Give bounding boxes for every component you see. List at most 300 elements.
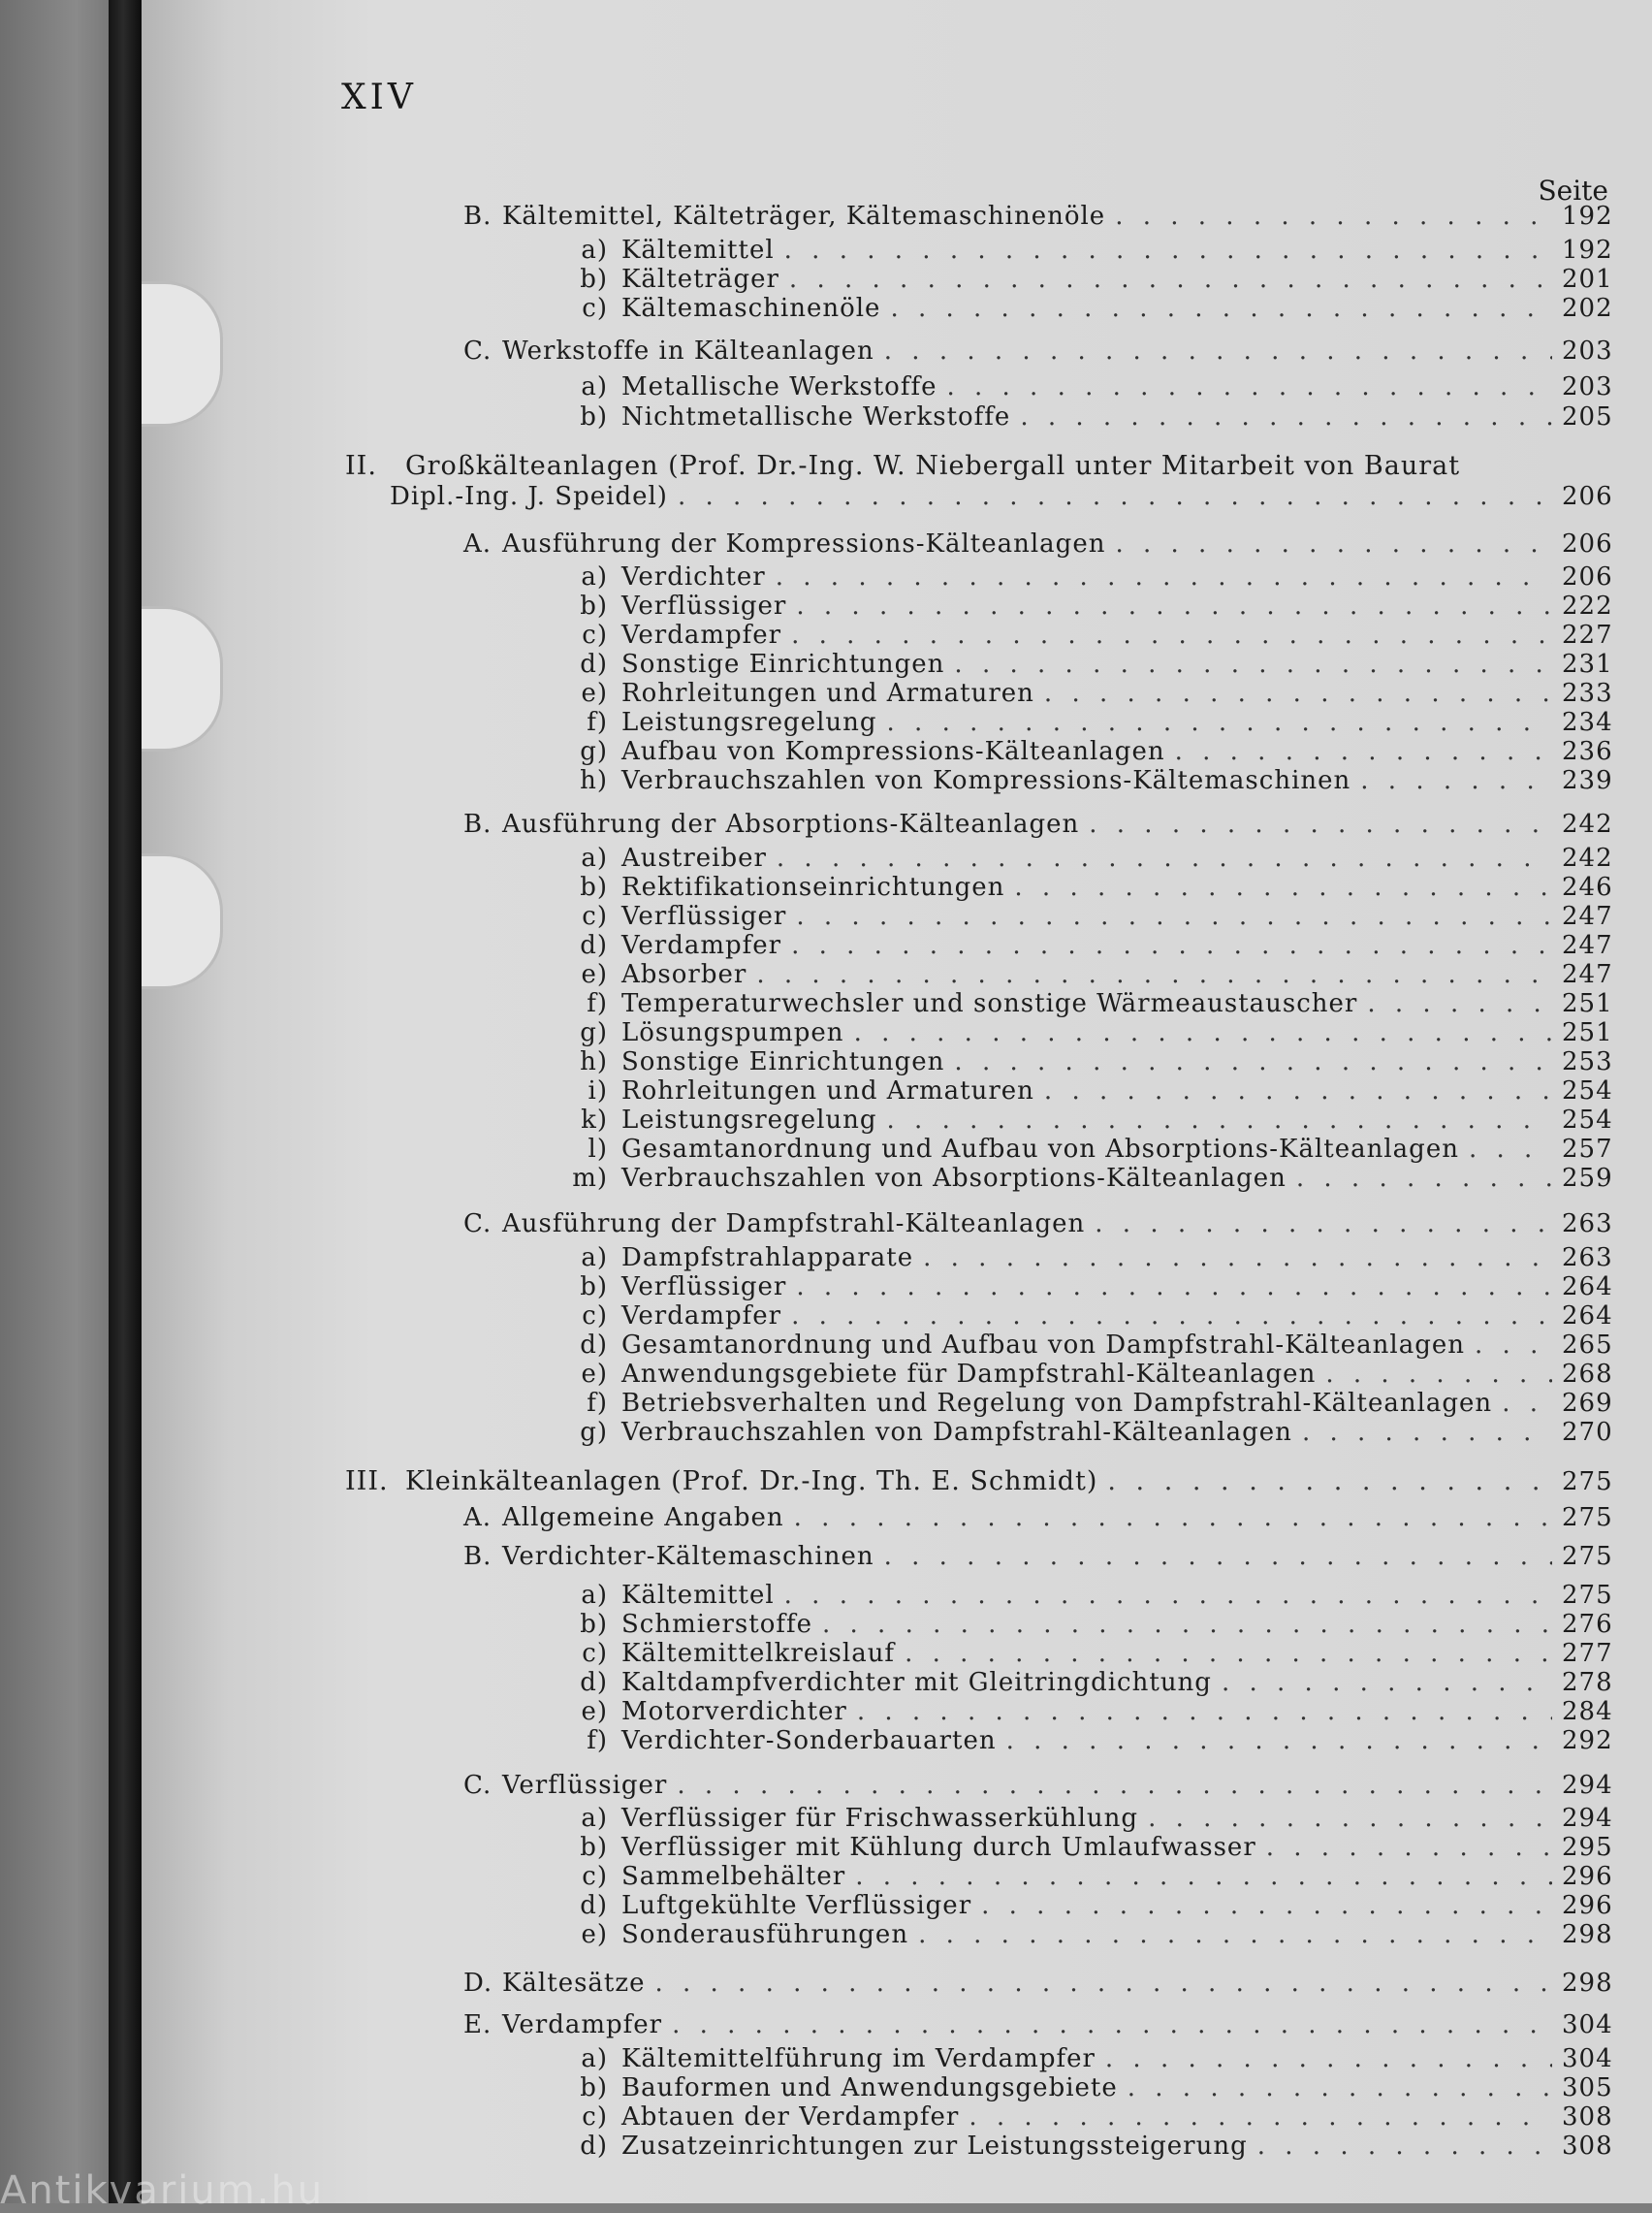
toc-entry bbox=[0, 1389, 1613, 1418]
toc-entry-title: Rektifikationseinrichtungen bbox=[621, 873, 1005, 902]
toc-entry-title: Austreiber bbox=[621, 844, 767, 873]
dot-leader bbox=[777, 844, 1552, 873]
dot-leader bbox=[1222, 1668, 1552, 1697]
toc-entry-label: B. bbox=[463, 1542, 492, 1571]
dot-leader bbox=[654, 1969, 1552, 1998]
dot-leader bbox=[884, 1542, 1552, 1571]
toc-entry-title: Sonstige Einrichtungen bbox=[621, 650, 945, 679]
toc-entry bbox=[0, 1920, 1613, 1949]
toc-entry-label: b) bbox=[580, 1272, 608, 1301]
toc-entry-title: Zusatzeinrichtungen zur Leistungssteigerung bbox=[621, 2132, 1248, 2161]
toc-entry-page: 202 bbox=[1562, 294, 1613, 323]
toc-entry-label: a) bbox=[581, 844, 608, 873]
toc-entry-label: e) bbox=[581, 1920, 608, 1949]
toc-entry-title: Schmierstoffe bbox=[621, 1610, 812, 1639]
toc-entry-label: c) bbox=[582, 1639, 608, 1668]
toc-entry-title: Verdichter-Kältemaschinen bbox=[502, 1542, 874, 1571]
toc-entry-label: d) bbox=[580, 931, 608, 960]
toc-entry bbox=[0, 1581, 1613, 1610]
toc-entry-page: 275 bbox=[1562, 1542, 1613, 1571]
toc-entry-label: II. bbox=[345, 451, 377, 481]
toc-entry-page: 275 bbox=[1562, 1467, 1613, 1496]
toc-entry-label: a) bbox=[581, 1581, 608, 1610]
toc-entry-page: 263 bbox=[1562, 1209, 1613, 1238]
dot-leader bbox=[1115, 202, 1552, 231]
toc-entry bbox=[0, 2010, 1613, 2039]
toc-entry bbox=[0, 2073, 1613, 2102]
dot-leader bbox=[796, 902, 1552, 931]
toc-entry-label: g) bbox=[580, 1018, 608, 1047]
toc-entry bbox=[0, 1542, 1613, 1571]
toc-entry-label: e) bbox=[581, 679, 608, 708]
toc-entry bbox=[0, 562, 1613, 592]
toc-entry-title: Kältemittel bbox=[621, 1581, 775, 1610]
dot-leader bbox=[678, 482, 1552, 511]
toc-entry-page: 268 bbox=[1562, 1360, 1613, 1389]
toc-entry-page: 305 bbox=[1562, 2073, 1613, 2102]
toc-entry-page: 294 bbox=[1562, 1771, 1613, 1800]
toc-entry-label: h) bbox=[580, 1047, 608, 1076]
toc-entry bbox=[0, 931, 1613, 960]
toc-entry bbox=[0, 1697, 1613, 1726]
toc-entry-label: k) bbox=[581, 1106, 608, 1135]
toc-entry bbox=[0, 873, 1613, 902]
toc-entry bbox=[0, 1804, 1613, 1833]
toc-entry-label: d) bbox=[580, 1331, 608, 1360]
page-number: XIV bbox=[341, 78, 417, 117]
toc-entry-page: 308 bbox=[1562, 2102, 1613, 2132]
toc-entry-title: Verdichter-Sonderbauarten bbox=[621, 1726, 997, 1755]
toc-entry-label: B. bbox=[463, 810, 492, 839]
toc-entry-page: 246 bbox=[1562, 873, 1613, 902]
toc-entry bbox=[0, 1771, 1613, 1800]
toc-entry-page: 294 bbox=[1562, 1804, 1613, 1833]
dot-leader bbox=[789, 265, 1552, 294]
toc-entry-label: g) bbox=[580, 1418, 608, 1447]
toc-entry bbox=[0, 1726, 1613, 1755]
dot-leader bbox=[796, 1272, 1552, 1301]
toc-entry bbox=[0, 1106, 1613, 1135]
dot-leader bbox=[1367, 989, 1552, 1018]
toc-entry-label: III. bbox=[345, 1466, 389, 1496]
toc-entry-page: 284 bbox=[1562, 1697, 1613, 1726]
toc-entry-page: 247 bbox=[1562, 931, 1613, 960]
toc-entry-title: Kältemittel, Kälteträger, Kältemaschinenöle bbox=[502, 202, 1106, 231]
toc-entry-page: 203 bbox=[1562, 337, 1613, 366]
toc-entry-page: 264 bbox=[1562, 1272, 1613, 1301]
toc-entry-label: b) bbox=[580, 592, 608, 621]
toc-entry bbox=[0, 650, 1613, 679]
toc-entry-title: Kältemittel bbox=[621, 236, 775, 265]
toc-entry-title: Abtauen der Verdampfer bbox=[621, 2102, 960, 2132]
toc-entry-page: 227 bbox=[1562, 621, 1613, 650]
toc-entry-title: Rohrleitungen und Armaturen bbox=[621, 1076, 1034, 1106]
toc-entry bbox=[0, 989, 1613, 1018]
toc-entry-label: A. bbox=[463, 1503, 492, 1532]
toc-entry-label: b) bbox=[580, 1833, 608, 1862]
toc-entry-label: l) bbox=[588, 1135, 608, 1164]
toc-entry-label: a) bbox=[581, 1804, 608, 1833]
toc-entry bbox=[0, 451, 1608, 481]
toc-entry-title: Verbrauchszahlen von Dampfstrahl-Kälteanlagen bbox=[621, 1418, 1292, 1447]
toc-entry-title: Verdampfer bbox=[621, 1301, 782, 1331]
dot-leader bbox=[791, 931, 1552, 960]
toc-entry-title: Kältesätze bbox=[502, 1969, 646, 1998]
toc-entry-label: a) bbox=[581, 1243, 608, 1272]
toc-entry-title: Dipl.-Ing. J. Speidel) bbox=[390, 482, 668, 511]
dot-leader bbox=[1502, 1389, 1552, 1418]
toc-entry-page: 292 bbox=[1562, 1726, 1613, 1755]
toc-entry bbox=[0, 1668, 1613, 1697]
dot-leader bbox=[981, 1891, 1552, 1920]
dot-leader bbox=[854, 1018, 1552, 1047]
toc-entry-title: Verbrauchszahlen von Kompressions-Kältemaschinen bbox=[621, 766, 1351, 795]
toc-entry-label: f) bbox=[587, 708, 608, 737]
toc-entry-page: 254 bbox=[1562, 1076, 1613, 1106]
toc-entry-page: 239 bbox=[1562, 766, 1613, 795]
toc-entry bbox=[0, 902, 1613, 931]
toc-entry bbox=[0, 737, 1613, 766]
toc-entry-title: Absorber bbox=[621, 960, 747, 989]
toc-entry-page: 222 bbox=[1562, 592, 1613, 621]
toc-entry-title: Ausführung der Absorptions-Kälteanlagen bbox=[502, 810, 1080, 839]
dot-leader bbox=[776, 562, 1552, 592]
dot-leader bbox=[791, 1301, 1552, 1331]
toc-entry bbox=[0, 1969, 1613, 1998]
dot-leader bbox=[791, 621, 1552, 650]
toc-entry-label: e) bbox=[581, 960, 608, 989]
toc-entry-title: Kälteträger bbox=[621, 265, 779, 294]
toc-entry bbox=[0, 372, 1613, 401]
toc-entry-page: 304 bbox=[1562, 2044, 1613, 2073]
toc-entry-label: c) bbox=[582, 1301, 608, 1331]
dot-leader bbox=[1296, 1164, 1552, 1193]
toc-entry-page: 247 bbox=[1562, 960, 1613, 989]
toc-entry-label: b) bbox=[580, 873, 608, 902]
seite-column-label: Seite bbox=[1538, 175, 1608, 207]
toc-entry-title: Verdichter bbox=[621, 562, 766, 592]
toc-entry-page: 296 bbox=[1562, 1862, 1613, 1891]
toc-entry-title: Verflüssiger mit Kühlung durch Umlaufwasser bbox=[621, 1833, 1256, 1862]
dot-leader bbox=[1115, 529, 1552, 559]
dot-leader bbox=[794, 1503, 1552, 1532]
toc-entry bbox=[0, 1209, 1613, 1238]
toc-entry bbox=[0, 810, 1613, 839]
toc-entry-page: 276 bbox=[1562, 1610, 1613, 1639]
toc-entry-page: 206 bbox=[1562, 562, 1613, 592]
toc-entry-title: Leistungsregelung bbox=[621, 1106, 877, 1135]
toc-entry bbox=[0, 2102, 1613, 2132]
toc-entry-title: Großkälteanlagen (Prof. Dr.-Ing. W. Niebergall unter Mitarbeit von Baurat bbox=[405, 451, 1461, 481]
watermark: Antikvarium.hu bbox=[0, 2168, 325, 2213]
toc-entry-title: Kaltdampfverdichter mit Gleitringdichtung bbox=[621, 1668, 1212, 1697]
toc-entry-label: d) bbox=[580, 2132, 608, 2161]
dot-leader bbox=[1006, 1726, 1552, 1755]
dot-leader bbox=[1095, 1209, 1552, 1238]
toc-entry-page: 269 bbox=[1562, 1389, 1613, 1418]
toc-entry-page: 231 bbox=[1562, 650, 1613, 679]
toc-entry-page: 251 bbox=[1562, 1018, 1613, 1047]
toc-entry-label: A. bbox=[463, 529, 492, 559]
toc-entry-page: 253 bbox=[1562, 1047, 1613, 1076]
toc-entry bbox=[0, 529, 1613, 559]
toc-entry bbox=[0, 1047, 1613, 1076]
toc-entry-page: 275 bbox=[1562, 1503, 1613, 1532]
toc-entry-title: Verflüssiger für Frischwasserkühlung bbox=[621, 1804, 1139, 1833]
toc-entry bbox=[0, 294, 1613, 323]
toc-entry bbox=[0, 708, 1613, 737]
toc-entry-page: 251 bbox=[1562, 989, 1613, 1018]
toc-entry-title: Verflüssiger bbox=[502, 1771, 668, 1800]
toc-entry bbox=[0, 2132, 1613, 2161]
toc-entry-title: Ausführung der Kompressions-Kälteanlagen bbox=[502, 529, 1106, 559]
toc-entry bbox=[0, 1466, 1613, 1496]
toc-entry bbox=[0, 402, 1613, 432]
toc-entry-label: i) bbox=[588, 1076, 608, 1106]
toc-entry bbox=[0, 482, 1613, 511]
toc-entry-label: d) bbox=[580, 1668, 608, 1697]
toc-entry bbox=[0, 1360, 1613, 1389]
dot-leader bbox=[887, 1106, 1552, 1135]
toc-entry-page: 192 bbox=[1562, 202, 1613, 231]
dot-leader bbox=[796, 592, 1552, 621]
toc-entry-title: Kältemittelführung im Verdampfer bbox=[621, 2044, 1096, 2073]
toc-entry-title: Kleinkälteanlagen (Prof. Dr.-Ing. Th. E. Schmidt) bbox=[405, 1466, 1098, 1496]
toc-entry-label: a) bbox=[581, 236, 608, 265]
dot-leader bbox=[784, 1581, 1552, 1610]
toc-entry bbox=[0, 337, 1613, 366]
toc-entry-page: 206 bbox=[1562, 529, 1613, 559]
toc-entry-label: b) bbox=[580, 402, 608, 432]
toc-entry-page: 254 bbox=[1562, 1106, 1613, 1135]
dot-leader bbox=[1089, 810, 1552, 839]
dot-leader bbox=[857, 1697, 1552, 1726]
toc-entry bbox=[0, 202, 1613, 231]
toc-entry bbox=[0, 236, 1613, 265]
toc-entry bbox=[0, 1833, 1613, 1862]
dot-leader bbox=[954, 1047, 1552, 1076]
toc-entry-title: Rohrleitungen und Armaturen bbox=[621, 679, 1034, 708]
toc-entry-page: 263 bbox=[1562, 1243, 1613, 1272]
dot-leader bbox=[946, 372, 1552, 401]
toc-entry bbox=[0, 1301, 1613, 1331]
dot-leader bbox=[1105, 2044, 1552, 2073]
toc-entry-label: f) bbox=[587, 1389, 608, 1418]
toc-entry-label: c) bbox=[582, 294, 608, 323]
dot-leader bbox=[822, 1610, 1552, 1639]
toc-entry-title: Lösungspumpen bbox=[621, 1018, 844, 1047]
toc-entry-label: m) bbox=[572, 1164, 608, 1193]
toc-entry bbox=[0, 592, 1613, 621]
toc-entry-page: 275 bbox=[1562, 1581, 1613, 1610]
toc-entry-label: c) bbox=[582, 2102, 608, 2132]
toc-entry-label: c) bbox=[582, 621, 608, 650]
dot-leader bbox=[954, 650, 1552, 679]
toc-entry-title: Kältemaschinenöle bbox=[621, 294, 881, 323]
dot-leader bbox=[1469, 1135, 1552, 1164]
toc-entry bbox=[0, 1639, 1613, 1668]
toc-entry-page: 277 bbox=[1562, 1639, 1613, 1668]
toc-entry-label: B. bbox=[463, 202, 492, 231]
toc-entry-title: Verdampfer bbox=[502, 2010, 663, 2039]
toc-entry-label: d) bbox=[580, 1891, 608, 1920]
toc-entry-title: Metallische Werkstoffe bbox=[621, 372, 937, 401]
toc-entry bbox=[0, 621, 1613, 650]
toc-entry-label: c) bbox=[582, 1862, 608, 1891]
toc-entry-page: 247 bbox=[1562, 902, 1613, 931]
toc-entry bbox=[0, 1272, 1613, 1301]
dot-leader bbox=[918, 1920, 1552, 1949]
dot-leader bbox=[890, 294, 1552, 323]
dot-leader bbox=[1360, 766, 1552, 795]
toc-entry bbox=[0, 1862, 1613, 1891]
toc-entry bbox=[0, 1418, 1613, 1447]
toc-entry-label: C. bbox=[463, 1771, 492, 1800]
toc-entry bbox=[0, 265, 1613, 294]
toc-entry-title: Verbrauchszahlen von Absorptions-Kälteanlagen bbox=[621, 1164, 1287, 1193]
toc-entry bbox=[0, 1331, 1613, 1360]
toc-entry-page: 236 bbox=[1562, 737, 1613, 766]
toc-entry bbox=[0, 1610, 1613, 1639]
toc-entry-label: a) bbox=[581, 2044, 608, 2073]
toc-entry-page: 206 bbox=[1562, 482, 1613, 511]
dot-leader bbox=[784, 236, 1552, 265]
toc-entry-title: Sonderausführungen bbox=[621, 1920, 909, 1949]
toc-entry-label: f) bbox=[587, 1726, 608, 1755]
toc-entry bbox=[0, 679, 1613, 708]
toc-entry-label: b) bbox=[580, 2073, 608, 2102]
toc-entry-label: e) bbox=[581, 1697, 608, 1726]
toc-entry-page: 257 bbox=[1562, 1135, 1613, 1164]
toc-entry bbox=[0, 1891, 1613, 1920]
toc-entry-page: 201 bbox=[1562, 265, 1613, 294]
toc-entry bbox=[0, 844, 1613, 873]
toc-entry bbox=[0, 1135, 1613, 1164]
toc-entry bbox=[0, 766, 1613, 795]
toc-entry-title: Luftgekühlte Verflüssiger bbox=[621, 1891, 972, 1920]
toc-entry-label: c) bbox=[582, 902, 608, 931]
toc-entry-page: 295 bbox=[1562, 1833, 1613, 1862]
toc-entry-page: 298 bbox=[1562, 1969, 1613, 1998]
toc-entry-title: Verflüssiger bbox=[621, 592, 787, 621]
toc-entry-title: Verflüssiger bbox=[621, 902, 787, 931]
toc-entry-title: Werkstoffe in Kälteanlagen bbox=[502, 337, 874, 366]
toc-entry-page: 296 bbox=[1562, 1891, 1613, 1920]
toc-entry-title: Gesamtanordnung und Aufbau von Dampfstrahl-Kälteanlagen bbox=[621, 1331, 1466, 1360]
toc-entry-page: 242 bbox=[1562, 810, 1613, 839]
toc-entry-page: 242 bbox=[1562, 844, 1613, 873]
toc-entry-label: a) bbox=[581, 562, 608, 592]
toc-entry-label: g) bbox=[580, 737, 608, 766]
dot-leader bbox=[1475, 1331, 1552, 1360]
toc-entry-label: b) bbox=[580, 265, 608, 294]
dot-leader bbox=[884, 337, 1552, 366]
dot-leader bbox=[756, 960, 1552, 989]
toc-entry-title: Dampfstrahlapparate bbox=[621, 1243, 914, 1272]
dot-leader bbox=[923, 1243, 1552, 1272]
toc-entry-page: 278 bbox=[1562, 1668, 1613, 1697]
dot-leader bbox=[887, 708, 1552, 737]
toc-entry-title: Gesamtanordnung und Aufbau von Absorptions-Kälteanlagen bbox=[621, 1135, 1459, 1164]
dot-leader bbox=[1148, 1804, 1552, 1833]
toc-entry-label: d) bbox=[580, 650, 608, 679]
toc-entry-page: 203 bbox=[1562, 372, 1613, 401]
toc-entry-page: 304 bbox=[1562, 2010, 1613, 2039]
dot-leader bbox=[1266, 1833, 1552, 1862]
toc-entry-page: 205 bbox=[1562, 402, 1613, 432]
toc-entry bbox=[0, 1503, 1613, 1532]
dot-leader bbox=[1128, 2073, 1552, 2102]
toc-entry-label: h) bbox=[580, 766, 608, 795]
toc-entry-title: Sammelbehälter bbox=[621, 1862, 846, 1891]
toc-entry-label: D. bbox=[463, 1969, 493, 1998]
toc-entry bbox=[0, 1018, 1613, 1047]
toc-entry-title: Sonstige Einrichtungen bbox=[621, 1047, 945, 1076]
dot-leader bbox=[1302, 1418, 1552, 1447]
toc-entry bbox=[0, 1164, 1613, 1193]
dot-leader bbox=[1325, 1360, 1552, 1389]
toc-entry-label: e) bbox=[581, 1360, 608, 1389]
dot-leader bbox=[969, 2102, 1552, 2132]
dot-leader bbox=[1044, 1076, 1552, 1106]
toc-entry-title: Leistungsregelung bbox=[621, 708, 877, 737]
dot-leader bbox=[1014, 873, 1552, 902]
toc-entry-title: Verdampfer bbox=[621, 621, 782, 650]
toc-entry-title: Kältemittelkreislauf bbox=[621, 1639, 896, 1668]
toc-entry-page: 192 bbox=[1562, 236, 1613, 265]
dot-leader bbox=[855, 1862, 1552, 1891]
toc-entry-title: Aufbau von Kompressions-Kälteanlagen bbox=[621, 737, 1165, 766]
dot-leader bbox=[1044, 679, 1552, 708]
dot-leader bbox=[905, 1639, 1552, 1668]
toc-entry bbox=[0, 2044, 1613, 2073]
toc-entry-title: Anwendungsgebiete für Dampfstrahl-Kälteanlagen bbox=[621, 1360, 1317, 1389]
toc-entry-title: Verflüssiger bbox=[621, 1272, 787, 1301]
toc-entry-label: C. bbox=[463, 1209, 492, 1238]
toc-entry-label: f) bbox=[587, 989, 608, 1018]
toc-entry-label: a) bbox=[581, 372, 608, 401]
toc-entry-title: Nichtmetallische Werkstoffe bbox=[621, 402, 1011, 432]
toc-entry-page: 259 bbox=[1562, 1164, 1613, 1193]
toc-entry-label: E. bbox=[463, 2010, 492, 2039]
toc-entry-title: Ausführung der Dampfstrahl-Kälteanlagen bbox=[502, 1209, 1086, 1238]
toc-entry-page: 298 bbox=[1562, 1920, 1613, 1949]
toc-entry-page: 270 bbox=[1562, 1418, 1613, 1447]
toc-entry-page: 234 bbox=[1562, 708, 1613, 737]
toc-entry bbox=[0, 1243, 1613, 1272]
dot-leader bbox=[672, 2010, 1552, 2039]
toc-entry-title: Betriebsverhalten und Regelung von Dampfstrahl-Kälteanlagen bbox=[621, 1389, 1493, 1418]
toc-entry-page: 233 bbox=[1562, 679, 1613, 708]
dot-leader bbox=[677, 1771, 1552, 1800]
toc-entry bbox=[0, 960, 1613, 989]
toc-entry-page: 265 bbox=[1562, 1331, 1613, 1360]
dot-leader bbox=[1107, 1466, 1552, 1496]
toc-entry-title: Motorverdichter bbox=[621, 1697, 847, 1726]
toc-entry-label: C. bbox=[463, 337, 492, 366]
dot-leader bbox=[1257, 2132, 1552, 2161]
toc-entry-title: Temperaturwechsler und sonstige Wärmeaustauscher bbox=[621, 989, 1358, 1018]
toc-entry-label: b) bbox=[580, 1610, 608, 1639]
toc-entry-title: Allgemeine Angaben bbox=[502, 1503, 784, 1532]
dot-leader bbox=[1020, 402, 1552, 432]
dot-leader bbox=[1175, 737, 1552, 766]
toc-entry-title: Bauformen und Anwendungsgebiete bbox=[621, 2073, 1118, 2102]
toc-entry-title: Verdampfer bbox=[621, 931, 782, 960]
toc-entry-page: 264 bbox=[1562, 1301, 1613, 1331]
toc-entry bbox=[0, 1076, 1613, 1106]
toc-entry-page: 308 bbox=[1562, 2132, 1613, 2161]
